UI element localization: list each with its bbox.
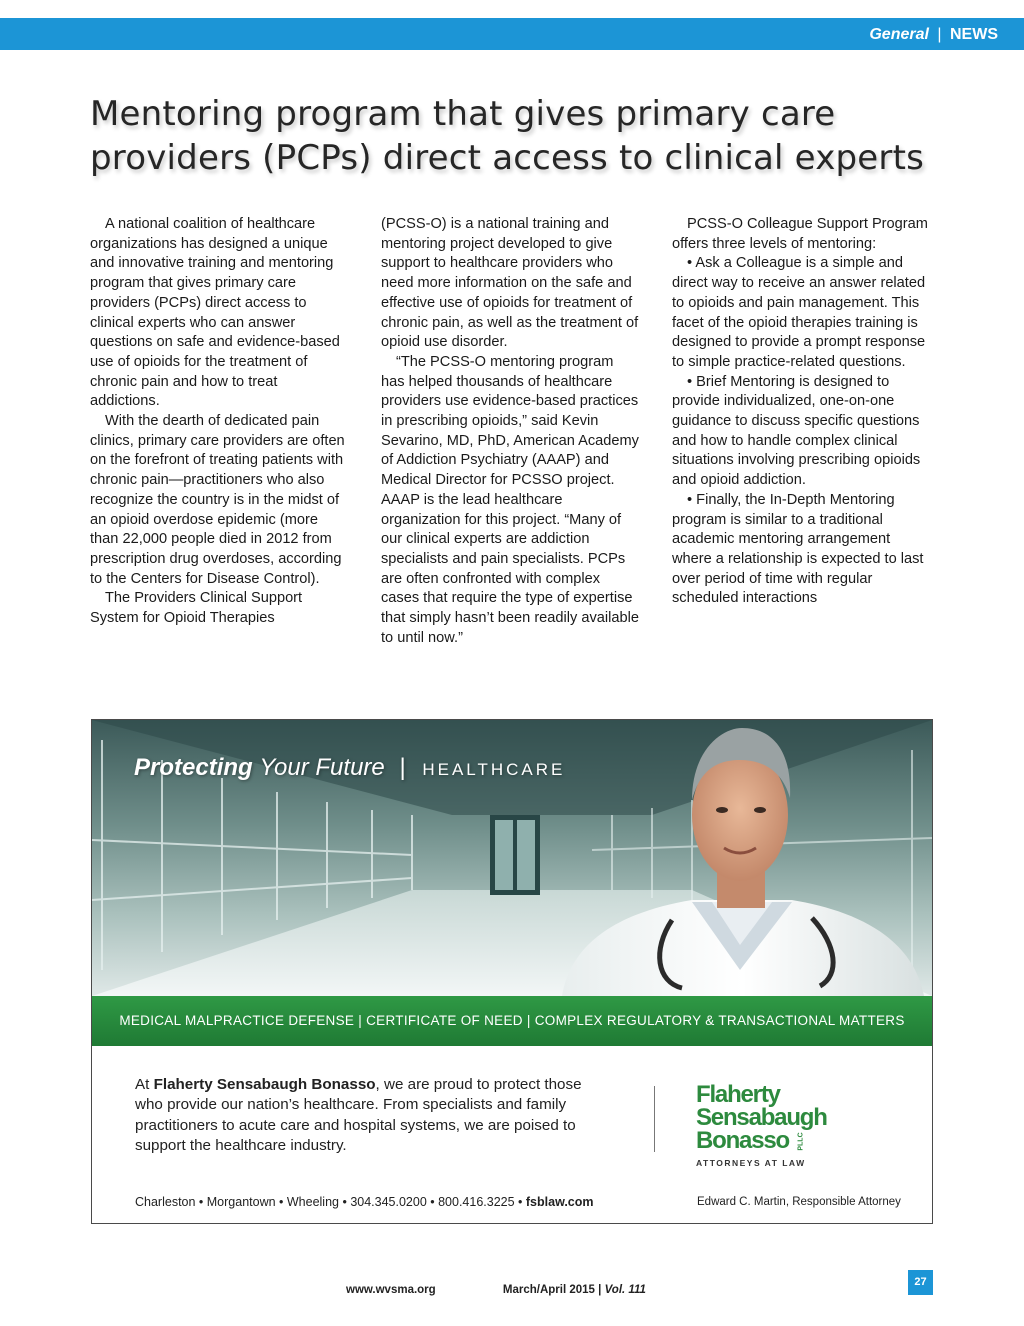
section-header-bar [0, 18, 1024, 50]
bullet-paragraph: • Finally, the In-Depth Mentoring program is similar to a traditional academic mentoring arrangement where a relationship is expected to last over period of time with regular scheduled interactions [672, 491, 924, 607]
ad-firm-name: Flaherty Sensabaugh Bonasso [153, 1076, 376, 1093]
tagline-your-future: Your Future [259, 754, 385, 781]
ad-divider [654, 1086, 655, 1152]
ad-body-rest: , we are proud to protect those who provide our nation’s healthcare. From specialists and family practitioners to acute care and hospital systems, we are poised to support the healthcare industry. [135, 1076, 582, 1154]
tagline-protecting: Protecting [134, 754, 253, 781]
article-headline [90, 92, 950, 180]
ad-contact-line [135, 1195, 594, 1209]
footer-date: March/April 2015 [502, 1284, 595, 1296]
ad-hero-image [92, 720, 932, 996]
bullet-paragraph: • Brief Mentoring is designed to provide individualized, one-on-one guidance to discuss specific questions and how to handle complex clinical situations involving prescribing opioids and opioid addiction. [672, 373, 921, 489]
ad-responsible-attorney: Edward C. Martin, Responsible Attorney [697, 1196, 901, 1208]
ad-body-text [135, 1075, 605, 1156]
paragraph: With the dearth of dedicated pain clinics, primary care providers are often on the forefront of treating patients with chronic pain—practitioners who also recognize the country is in the midst of an opioid overdose epidemic (more than 22,000 people died in 2012 from prescription drug overdoses, according to the Centers for Disease Control). [90, 413, 345, 587]
tagline-sector: HEALTHCARE [422, 760, 566, 779]
headline-line-2: providers (PCPs) direct access to clinical experts [90, 138, 925, 178]
section-label [869, 26, 998, 44]
logo-sensabaugh: Sensabaugh [696, 1104, 827, 1131]
logo-flaherty: Flaherty [696, 1081, 780, 1108]
law-firm-advertisement [91, 719, 933, 1224]
footer-volume: Vol. 111 [604, 1284, 646, 1296]
article-column-1 [90, 215, 348, 629]
bullet-paragraph: • Ask a Colleague is a simple and direct way to receive an answer related to opioids and pain management. This facet of the opioid therapies training is designed to provide a prompt response to simple practice-related questions. [672, 255, 926, 370]
ad-tagline [134, 754, 565, 782]
paragraph: (PCSS-O) is a national training and mentoring project developed to give support to healthcare providers who need more information on the safe and effective use of opioids for treatment of chronic pain, as well as the treatment of opioid use disorder. [381, 216, 639, 351]
paragraph: PCSS-O Colleague Support Program offers three levels of mentoring: [672, 216, 928, 252]
paragraph: “The PCSS-O mentoring program has helped thousands of healthcare providers use evidence-based practices in prescribing opioids,” said Kevin Sevarino, MD, PhD, American Academy of Addiction Psychiatry (AAAP) and Medical Director for PCSSO project. AAAP is the lead healthcare organization for this project. “Many of our clinical experts are addiction specialists and pain specialists. PCPs are often confronted with complex cases that require the type of expertise that simply hasn’t been readily available to until now.” [381, 353, 639, 646]
section-separator: | [937, 26, 942, 43]
article-column-2 [381, 215, 639, 648]
tagline-separator: | [399, 754, 406, 781]
ad-contact-info: Charleston • Morgantown • Wheeling • 304.345.0200 • 800.416.3225 • [135, 1195, 526, 1209]
footer-separator: | [598, 1284, 602, 1296]
ad-website-link[interactable]: fsblaw.com [525, 1195, 594, 1209]
ad-services-band: MEDICAL MALPRACTICE DEFENSE | CERTIFICATE OF NEED | COMPLEX REGULATORY & TRANSACTIONAL MATTERS [92, 996, 932, 1046]
paragraph: A national coalition of healthcare organizations has designed a unique and innovative training and mentoring program that gives primary care providers (PCPs) direct access to clinical experts who can answer questions on safe and evidence-based use of opioids for the treatment of chronic pain and how to treat addictions. [90, 216, 340, 410]
logo-bonasso-line [696, 1129, 827, 1153]
footer-url[interactable]: www.wvsma.org [346, 1284, 436, 1296]
article-column-3 [672, 215, 930, 609]
logo-bonasso: Bonasso [696, 1127, 789, 1154]
page-footer [346, 1284, 646, 1296]
section-category: NEWS [950, 26, 998, 43]
logo-attorneys-at-law: ATTORNEYS AT LAW [696, 1158, 806, 1169]
section-name: General [869, 26, 929, 43]
logo-pllc: PLLC [797, 1132, 805, 1151]
page-number: 27 [908, 1270, 933, 1295]
firm-logo [696, 1083, 827, 1168]
ad-body-prefix: At [135, 1076, 154, 1093]
paragraph: The Providers Clinical Support System for Opioid Therapies [90, 590, 303, 627]
headline-line-1: Mentoring program that gives primary care [90, 94, 836, 134]
